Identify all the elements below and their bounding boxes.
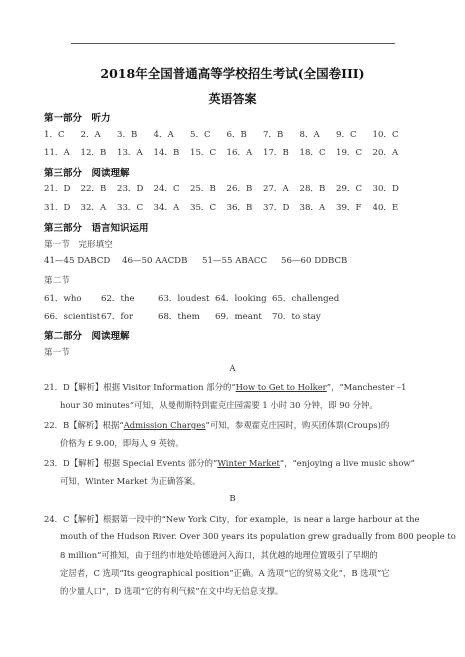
answer-cell: 3．B: [117, 130, 138, 140]
answer-cell: 67．for: [101, 312, 133, 322]
cloze-group: 46—50 AACDB: [122, 256, 188, 266]
answer-cell: 14．B: [153, 148, 180, 158]
answer-cell: 8．A: [299, 130, 320, 140]
answer-cell: 35．C: [190, 203, 217, 213]
answer-cell: 23．D: [117, 184, 144, 194]
answer-cell: 20．A: [372, 148, 399, 158]
sub-heading-cloze: 第一节 完形填空: [44, 240, 113, 250]
answer-cell: 61．who: [44, 294, 82, 304]
answer-cell: 26．B: [226, 184, 253, 194]
answer-cell: 12．B: [80, 148, 107, 158]
explanation-22-cont: 价格为 £ 9.00，即每人 9 英镑。: [60, 438, 184, 448]
explanation-22: 22．B【解析】根据“Admission Charges”可知，参观霍克庄园时，购买团体票(Croups)的: [44, 420, 390, 430]
page-subtitle: 英语答案: [208, 92, 257, 106]
answer-cell: 25．B: [190, 184, 216, 194]
answer-cell: 17．B: [263, 148, 289, 158]
answer-cell: 16．A: [226, 148, 253, 158]
answer-cell: 4．A: [153, 130, 174, 140]
answer-cell: 36．B: [226, 203, 253, 213]
answer-cell: 65．challenged: [272, 294, 340, 304]
answer-cell: 27．A: [263, 184, 289, 194]
answer-cell: 7．B: [263, 130, 284, 140]
answer-cell: 24．C: [153, 184, 180, 194]
answer-cell: 32．A: [80, 203, 107, 213]
answer-cell: 33．C: [117, 203, 144, 213]
answer-cell: 63．loudest: [158, 294, 210, 304]
answer-cell: 2．A: [80, 130, 101, 140]
explanation-24-cont: 的少量人口”，D 选项“它的有利气候”在文中均无信息支撑。: [60, 586, 284, 596]
answer-cell: 11．A: [44, 148, 70, 158]
answer-cell: 68．them: [158, 312, 200, 322]
answer-cell: 66．scientist: [44, 312, 101, 322]
passage-label-a: A: [229, 364, 236, 374]
explanation-21: 21．D【解析】根据 Visitor Information 部分的“How to Get to Holker”，“Manchester –1: [44, 382, 407, 392]
sub-heading-fill: 第二节: [44, 276, 70, 286]
top-rule: [71, 43, 395, 44]
answer-cell: 22．B: [80, 184, 107, 194]
answer-cell: 64．looking: [215, 294, 267, 304]
answer-cell: 69．meant: [215, 312, 262, 322]
passage-label-b: B: [229, 494, 236, 504]
explanation-24-cont: 8 million”可推知，由于纽约市地处哈德逊河入海口，其优越的地理位置吸引了早期的: [60, 550, 378, 560]
section-heading-reading-2: 第二部分 阅读理解: [44, 331, 130, 342]
cloze-group: 51—55 ABACC: [202, 256, 268, 266]
explanation-24-cont: 定居者，C 选项“Its geographical position”正确。A 选项“它的贸易文化”，B 选项“它: [60, 568, 390, 578]
section-heading-language: 第三部分 语言知识运用: [44, 223, 149, 234]
answer-cell: 21．D: [44, 184, 71, 194]
answer-cell: 70．to stay: [272, 312, 321, 322]
answer-cell: 13．A: [117, 148, 143, 158]
answer-cell: 38．A: [299, 203, 326, 213]
quoted-heading: How to Get to Holker: [235, 382, 327, 392]
answer-cell: 39．F: [336, 203, 362, 213]
answer-cell: 30．D: [372, 184, 399, 194]
answer-cell: 1．C: [44, 130, 65, 140]
answer-cell: 9．C: [336, 130, 357, 140]
section-heading-listening: 第一部分 听力: [44, 113, 111, 124]
answer-cell: 19．C: [336, 148, 363, 158]
explanation-21-cont: hour 30 minutes”可知，从曼彻斯特到霍克庄园需要 1 小时 30 分钟，即 90 分钟。: [60, 400, 378, 410]
explanation-23-cont: 可知，Winter Market 为正确答案。: [60, 476, 201, 486]
explanation-24: 24．C【解析】根据第一段中的“New York City，for example，is near a large harbour at the: [44, 514, 420, 524]
quoted-heading: Admission Charges: [123, 420, 206, 430]
answer-cell: 10．C: [372, 130, 399, 140]
cloze-group: 41—45 DABCD: [44, 256, 111, 266]
answer-cell: 28．B: [299, 184, 326, 194]
quoted-heading: Winter Market: [217, 458, 280, 468]
answer-cell: 62．the: [101, 294, 135, 304]
explanation-24-cont: mouth of the Hudson River. Over 300 years its population grew gradually from 800 people to: [60, 531, 456, 541]
answer-cell: 5．C: [190, 130, 211, 140]
sub-heading-section1: 第一节: [44, 348, 70, 358]
page-title: 2018年全国普通高等学校招生考试(全国卷III): [100, 66, 365, 81]
answer-cell: 40．E: [372, 203, 399, 213]
answer-cell: 37．D: [263, 203, 290, 213]
answer-cell: 29．C: [336, 184, 363, 194]
explanation-23: 23．D【解析】根据 Special Events 部分的“Winter Market”，“enjoying a live music show”: [44, 458, 415, 468]
answer-cell: 6．B: [226, 130, 247, 140]
answer-cell: 18．C: [299, 148, 326, 158]
answer-cell: 15．C: [190, 148, 217, 158]
answer-cell: 34．A: [153, 203, 180, 213]
cloze-group: 56—60 DDBCB: [281, 256, 348, 266]
answer-cell: 31．D: [44, 203, 71, 213]
section-heading-reading: 第三部分 阅读理解: [44, 168, 130, 179]
